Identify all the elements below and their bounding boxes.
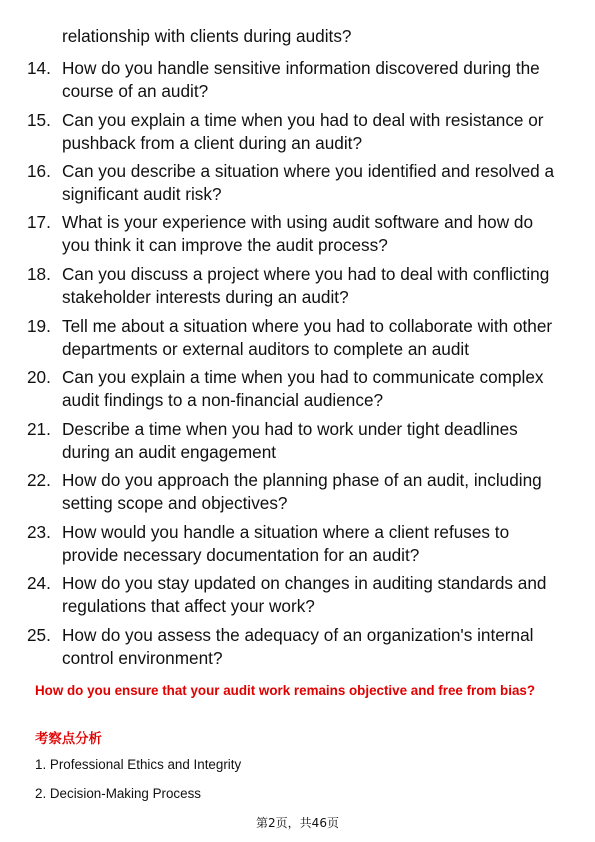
highlight-question: How do you ensure that your audit work remains objective and free from bias? — [35, 683, 536, 698]
question-text: Can you discuss a project where you had to deal with conflicting stakeholder interests during an audit? — [62, 264, 550, 307]
question-number: 18. — [27, 264, 51, 284]
analysis-point: 1. Professional Ethics and Integrity — [35, 757, 242, 772]
question-text: Describe a time when you had to work under tight deadlines during an audit engagement — [62, 419, 518, 462]
question-number: 24. — [27, 573, 51, 593]
question-number: 20. — [27, 367, 51, 387]
question-text: How would you handle a situation where a client refuses to provide necessary documentation for an audit? — [62, 522, 510, 565]
question-number: 23. — [27, 522, 51, 542]
question-text: How do you stay updated on changes in auditing standards and regulations that affect your work? — [62, 573, 547, 616]
question-number: 15. — [27, 110, 51, 130]
question-number: 25. — [27, 625, 51, 645]
question-text: How do you assess the adequacy of an organization's internal control environment? — [62, 625, 534, 668]
question-continuation: relationship with clients during audits? — [62, 26, 352, 46]
question-text: What is your experience with using audit software and how do you think it can improve the audit process? — [62, 212, 534, 255]
analysis-point: 2. Decision-Making Process — [35, 786, 201, 801]
page-footer: 第2页，共46页 — [256, 816, 339, 830]
question-text: Tell me about a situation where you had to collaborate with other departments or external auditors to complete an audit — [62, 316, 553, 359]
question-number: 22. — [27, 470, 51, 490]
question-text: How do you handle sensitive information discovered during the course of an audit? — [62, 58, 540, 101]
section-title: 考察点分析 — [35, 732, 102, 747]
question-number: 21. — [27, 419, 51, 439]
question-text: Can you describe a situation where you identified and resolved a significant audit risk? — [62, 161, 555, 204]
question-text: Can you explain a time when you had to deal with resistance or pushback from a client during an audit? — [62, 110, 544, 153]
question-number: 16. — [27, 161, 51, 181]
question-number: 17. — [27, 212, 51, 232]
question-number: 19. — [27, 316, 51, 336]
question-number: 14. — [27, 58, 51, 78]
question-text: How do you approach the planning phase of an audit, including setting scope and objectives? — [62, 470, 542, 513]
question-text: Can you explain a time when you had to communicate complex audit findings to a non-financial audience? — [62, 367, 544, 410]
